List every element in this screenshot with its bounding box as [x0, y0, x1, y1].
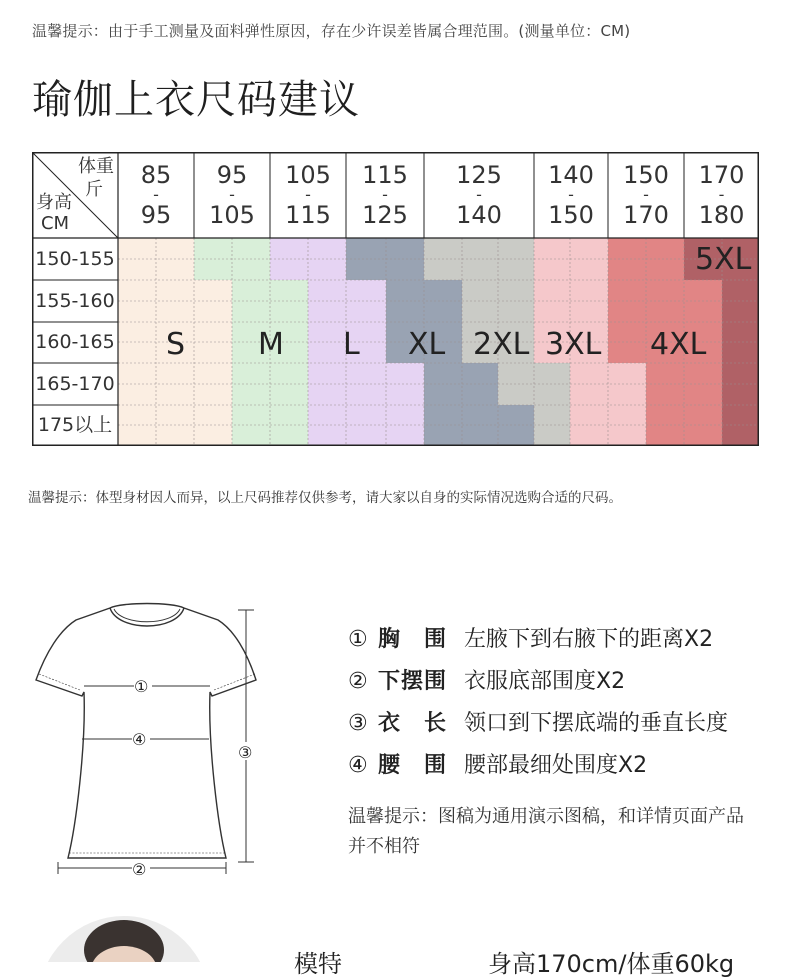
weight-to: 180: [698, 201, 745, 229]
legend-length: [348, 706, 728, 737]
size-cell-l: [308, 322, 346, 363]
weight-dash: -: [305, 185, 311, 204]
legend-desc: 领口到下摆底端的垂直长度: [464, 711, 729, 736]
size-cell-4xl: [646, 405, 684, 446]
size-cell-s: [194, 322, 232, 363]
waist-marker: ④: [132, 730, 147, 749]
weight-from: 150: [623, 161, 669, 189]
diagram-notice: 温馨提示：图稿为通用演示图稿，和详情页面产品并不相符: [348, 806, 744, 857]
legend-hem: [348, 664, 625, 695]
legend-num: ②: [348, 669, 368, 694]
weight-unit-label: 斤: [85, 179, 103, 200]
weight-to: 150: [548, 201, 594, 229]
legend-num: ④: [348, 753, 368, 778]
weight-column-header: [194, 161, 270, 229]
weight-column-header: [270, 161, 346, 229]
legend-desc: 腰部最细处围度X2: [464, 753, 648, 778]
legend-name: 胸 围: [378, 627, 448, 652]
height-row-label: 155-160: [35, 290, 115, 312]
page-title: 瑜伽上衣尺码建议: [32, 77, 360, 123]
weight-column-header: [608, 161, 684, 229]
size-cell-3xl: [570, 405, 608, 446]
weight-from: 115: [362, 161, 408, 189]
size-label-3xl: 3XL: [545, 327, 602, 362]
legend-name: 下摆围: [378, 669, 448, 694]
legend-desc: 左腋下到右腋下的距离X2: [464, 627, 714, 652]
legend-name: 腰 围: [378, 753, 448, 778]
weight-from: 125: [456, 161, 502, 189]
height-row-label: 160-165: [35, 331, 115, 353]
weight-column-header: [346, 161, 424, 229]
size-label-2xl: 2XL: [473, 327, 530, 362]
weight-to: 125: [362, 201, 408, 229]
legend-name: 衣 长: [378, 711, 448, 736]
weight-to: 170: [623, 201, 669, 229]
length-marker: ③: [238, 743, 253, 762]
size-label-5xl: 5XL: [695, 242, 752, 277]
weight-column-header: [118, 161, 194, 229]
weight-dash: -: [568, 185, 574, 204]
height-row-label: 175以上: [37, 414, 113, 436]
weight-column-header: [684, 161, 759, 229]
weight-column-header: [534, 161, 608, 229]
reference-notice: 温馨提示：体型身材因人而异，以上尺码推荐仅供参考，请大家以自身的实际情况选购合适的尺码。: [28, 490, 622, 506]
weight-from: 85: [140, 161, 172, 189]
height-header-label: 身高: [36, 192, 72, 213]
height-unit-label: CM: [40, 213, 70, 234]
legend-desc: 衣服底部围度X2: [464, 669, 626, 694]
weight-dash: -: [718, 185, 725, 204]
measurement-notice: 温馨提示：由于手工测量及面料弹性原因，存在少许误差皆属合理范围。(测量单位：CM): [32, 22, 631, 40]
weight-dash: -: [476, 185, 482, 204]
weight-to: 105: [209, 201, 255, 229]
height-row-label: 165-170: [35, 373, 115, 395]
size-cell-l: [308, 405, 346, 446]
model-label: 模特: [294, 950, 342, 978]
size-cell-4xl: [684, 405, 722, 446]
size-label-m: M: [258, 327, 284, 362]
legend-num: ①: [348, 627, 368, 652]
weight-from: 95: [216, 161, 248, 189]
weight-dash: -: [229, 185, 235, 204]
size-label-xl: XL: [408, 327, 446, 362]
height-row-label: 150-155: [35, 248, 115, 270]
hem-marker: ②: [132, 860, 147, 879]
size-label-s: S: [166, 327, 186, 362]
model-stats: 身高170cm/体重60kg: [488, 950, 735, 978]
size-cell-l: [346, 405, 386, 446]
size-cell-s: [118, 405, 156, 446]
weight-to: 95: [140, 201, 172, 229]
garment-diagram: [22, 596, 272, 886]
size-cell-m: [270, 405, 308, 446]
legend-num: ③: [348, 711, 368, 736]
size-cell-s: [194, 405, 232, 446]
legend-waist: [348, 748, 647, 779]
weight-from: 170: [698, 161, 745, 189]
size-cell-xl: [424, 405, 462, 446]
size-cell-xl: [498, 405, 534, 446]
size-cell-m: [232, 405, 270, 446]
size-cell-s: [156, 405, 194, 446]
size-cell-xl: [462, 405, 498, 446]
weight-header-label: 体重: [78, 156, 114, 177]
size-cell-s: [118, 322, 156, 363]
size-label-l: L: [343, 327, 360, 362]
size-label-4xl: 4XL: [650, 327, 707, 362]
model-photo: [36, 912, 216, 962]
weight-to: 140: [456, 201, 502, 229]
size-cell-5xl: [722, 322, 759, 363]
weight-dash: -: [153, 185, 159, 204]
size-cell-5xl: [722, 405, 759, 446]
weight-from: 140: [548, 161, 594, 189]
weight-dash: -: [382, 185, 388, 204]
size-cell-4xl: [608, 322, 646, 363]
size-chart: [32, 152, 759, 446]
size-cell-3xl: [608, 405, 646, 446]
size-cell-l: [386, 405, 424, 446]
size-cell-2xl: [534, 405, 570, 446]
chest-marker: ①: [134, 677, 149, 696]
weight-column-header: [424, 161, 534, 229]
weight-dash: -: [643, 185, 649, 204]
legend-chest: [348, 622, 713, 653]
weight-to: 115: [285, 201, 331, 229]
weight-from: 105: [285, 161, 331, 189]
